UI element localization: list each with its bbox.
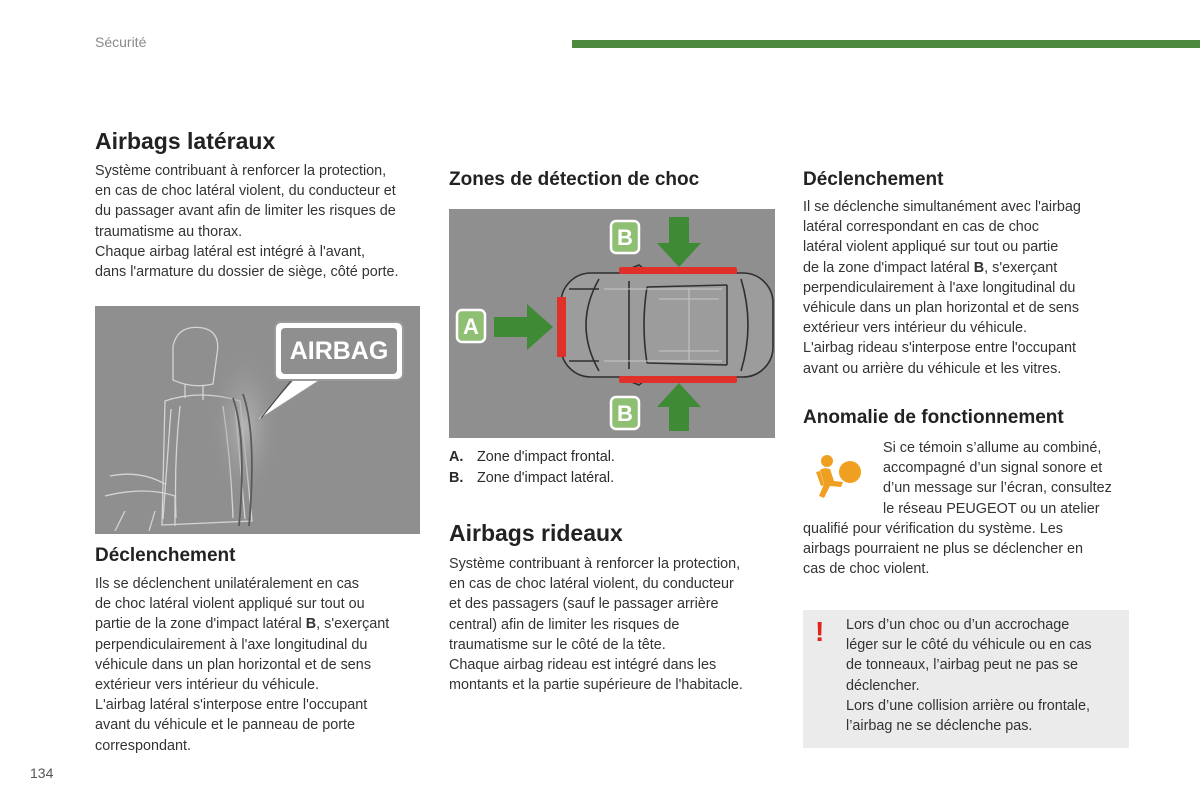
legend-item-a: A. Zone d'impact frontal. xyxy=(449,449,615,465)
impact-zones-diagram xyxy=(449,209,775,438)
section-bar xyxy=(572,40,1200,48)
section-label: Sécurité xyxy=(95,34,147,50)
legend-item-b: B. Zone d'impact latéral. xyxy=(449,470,615,486)
intro-lateraux: Système contribuant à renforcer la protection, en cas de choc latéral violent, du conducteur et du passager avant afin de limiter les risques de traumatisme au thorax. Chaque airbag latéral est intégré à l'avant, dans l'armature du dossier de siège, côté porte. xyxy=(95,163,399,281)
zone-b-badge-top: B xyxy=(617,225,633,250)
title-airbags-lateraux: Airbags latéraux xyxy=(95,128,276,154)
title-anomalie: Anomalie de fonctionnement xyxy=(803,407,1064,428)
zones-legend xyxy=(449,447,769,489)
alert-exclamation-icon: ! xyxy=(815,616,825,647)
title-declenchement-lateraux: Déclenchement xyxy=(95,545,236,566)
seat-airbag-illustration xyxy=(95,306,420,534)
warning-note-box xyxy=(803,610,1129,748)
warning-note-text: Lors d’un choc ou d’un accrochage léger sur le côté du véhicule ou en cas de tonneaux, l’airbag peut ne pas se déclencher. Lors d’une collision arrière ou frontale, l’airbag ne se déclenche pas. xyxy=(846,617,1092,735)
title-zones-detection: Zones de détection de choc xyxy=(449,169,700,190)
page-number: 134 xyxy=(30,765,54,781)
body-rideaux: Système contribuant à renforcer la protection, en cas de choc latéral violent, du conducteur et des passagers (sauf le passager arrière central) afin de limiter les risques de traumatisme sur le côté de la tête. Chaque airbag rideau est intégré dans les montants et la partie supérieure de l'habitacle. xyxy=(449,556,743,694)
zone-a-badge: A xyxy=(463,314,479,339)
title-airbags-rideaux: Airbags rideaux xyxy=(449,520,623,546)
zone-b-badge-bottom: B xyxy=(617,401,633,426)
body-declenchement-rideaux: Il se déclenche simultanément avec l'airbag latéral correspondant en cas de choc latéral violent appliqué sur tout ou partie de la zone d'impact latéral B, s'exerçant perpendiculairement à l'axe longitudinal du véhicule dans un plan horizontal et de sens extérieur vers intérieur du véhicule. L'airbag rideau s'interpose entre l'occupant avant ou arrière du véhicule et les vitres. xyxy=(803,199,1081,377)
body-declenchement-lateraux: Ils se déclenchent unilatéralement en cas de choc latéral violent appliqué sur tout ou partie de la zone d'impact latéral B, s'exerçant perpendiculairement à l'axe longitudinal du véhicule dans un plan horizontal et de sens extérieur vers intérieur du véhicule. L'airbag latéral s'interpose entre l'occupant avant du véhicule et le panneau de porte correspondant. xyxy=(95,576,390,754)
body-anomalie: Si ce témoin s’allume au combiné, accompagné d’un signal sonore et d’un message sur l’écran, consultez le réseau PEUGEOT ou un atelier qualifié pour vérification du système. Les airbags pourraient ne plus se déclencher en cas de choc violent. xyxy=(803,440,1112,578)
airbag-label: AIRBAG xyxy=(289,337,389,365)
title-declenchement-rideaux: Déclenchement xyxy=(803,169,944,190)
